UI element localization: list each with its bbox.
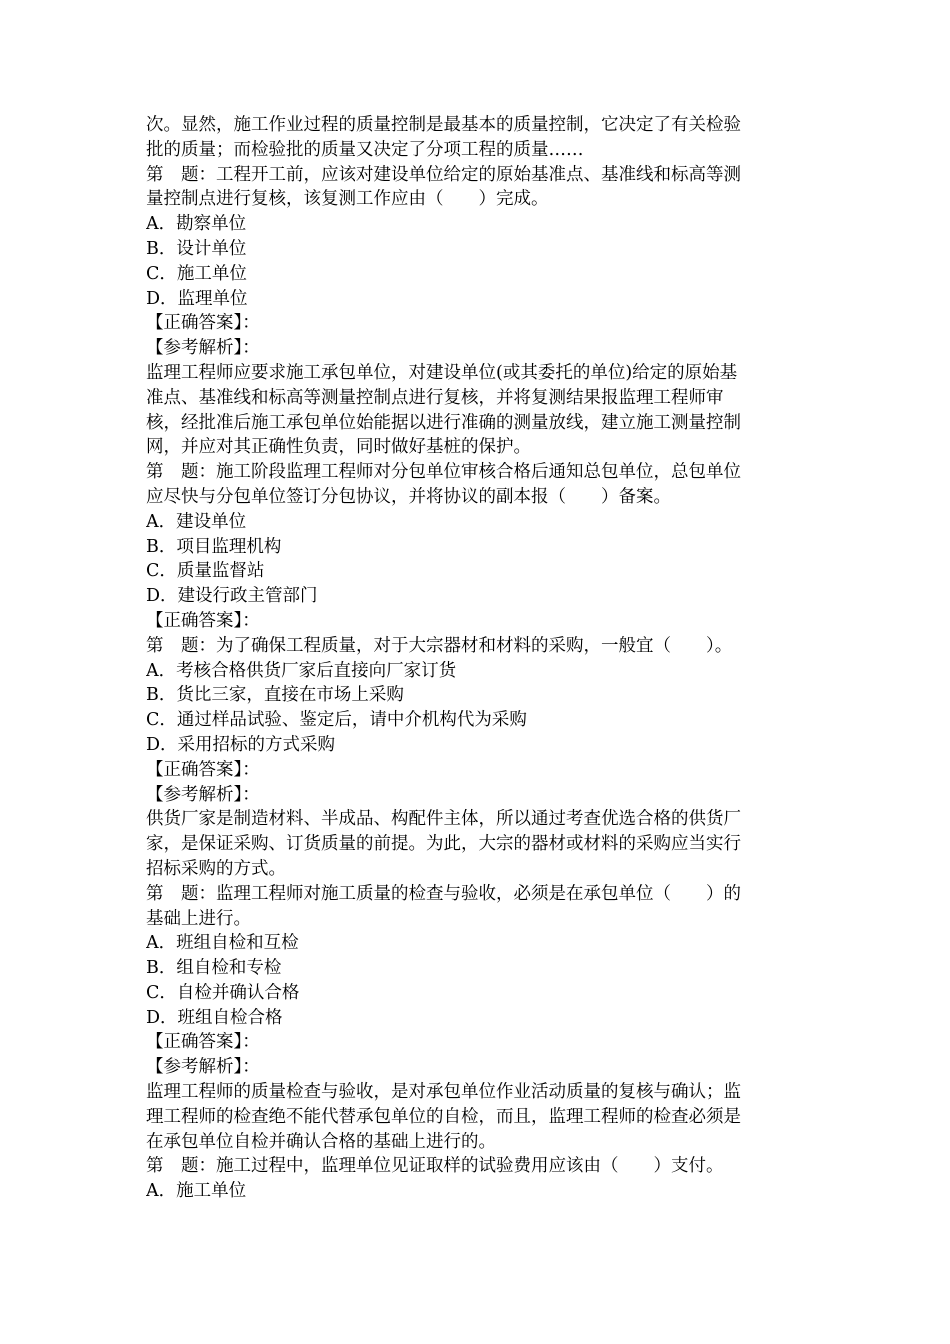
- text-line: 【正确答案】：: [146, 759, 260, 780]
- text-line: B．组自检和专检: [146, 958, 282, 979]
- text-line: 【正确答案】：: [146, 1032, 260, 1053]
- text-line: B．设计单位: [146, 238, 247, 259]
- text-line: D．采用招标的方式采购: [146, 734, 336, 755]
- text-line: 在承包单位自检并确认合格的基础上进行的。: [146, 1131, 496, 1152]
- text-line: 招标采购的方式。: [146, 858, 286, 879]
- text-line: 【参考解析】：: [146, 1057, 260, 1078]
- text-line: D．监理单位: [146, 288, 248, 309]
- text-line: 第 题：工程开工前，应该对建设单位给定的原始基准点、基准线和标高等测: [146, 164, 741, 185]
- text-line: D．班组自检合格: [146, 1007, 283, 1028]
- text-line: D．建设行政主管部门: [146, 586, 318, 607]
- text-line: 应尽快与分包单位签订分包协议，并将协议的副本报（ ）备案。: [146, 486, 671, 507]
- text-line: C．自检并确认合格: [146, 982, 300, 1003]
- text-line: 准点、基准线和标高等测量控制点进行复核，并将复测结果报监理工程师审: [146, 387, 724, 408]
- text-line: B．项目监理机构: [146, 536, 282, 557]
- text-line: C．施工单位: [146, 263, 247, 284]
- text-line: 网，并应对其正确性负责，同时做好基桩的保护。: [146, 437, 531, 458]
- text-line: 核，经批准后施工承包单位始能据以进行准确的测量放线，建立施工测量控制: [146, 412, 741, 433]
- text-line: A．建设单位: [146, 511, 247, 532]
- text-line: 基础上进行。: [146, 908, 251, 929]
- text-line: B．货比三家，直接在市场上采购: [146, 685, 404, 706]
- text-line: 【正确答案】：: [146, 313, 260, 334]
- text-line: 家，是保证采购、订货质量的前提。为此，大宗的器材或材料的采购应当实行: [146, 834, 741, 855]
- text-line: 第 题：为了确保工程质量，对于大宗器材和材料的采购，一般宜（ ）。: [146, 635, 733, 656]
- text-line: A．班组自检和互检: [146, 933, 299, 954]
- text-line: 批的质量；而检验批的质量又决定了分项工程的质量……: [146, 139, 584, 160]
- document-body: [146, 113, 814, 1204]
- text-line: A．考核合格供货厂家后直接向厂家订货: [146, 660, 457, 681]
- text-line: 供货厂家是制造材料、半成品、构配件主体，所以通过考查优选合格的供货厂: [146, 809, 741, 830]
- text-line: C．质量监督站: [146, 561, 265, 582]
- text-line: 次。显然，施工作业过程的质量控制是最基本的质量控制，它决定了有关检验: [146, 115, 741, 135]
- text-line: 第 题：监理工程师对施工质量的检查与验收，必须是在承包单位（ ）的: [146, 883, 741, 904]
- text-line: 第 题：施工阶段监理工程师对分包单位审核合格后通知总包单位，总包单位: [146, 462, 741, 483]
- text-line: C．通过样品试验、鉴定后，请中介机构代为采购: [146, 710, 527, 731]
- text-line: 量控制点进行复核，该复测工作应由（ ）完成。: [146, 189, 549, 210]
- text-line: A．勘察单位: [146, 214, 247, 235]
- text-line: 【参考解析】：: [146, 784, 260, 805]
- text-line: A．施工单位: [146, 1181, 247, 1202]
- text-line: 第 题：施工过程中，监理单位见证取样的试验费用应该由（ ）支付。: [146, 1156, 724, 1177]
- text-line: 监理工程师应要求施工承包单位，对建设单位(或其委托的单位)给定的原始基: [146, 362, 738, 383]
- text-line: 监理工程师的质量检查与验收，是对承包单位作业活动质量的复核与确认；监: [146, 1082, 741, 1103]
- text-line: 【正确答案】：: [146, 610, 260, 631]
- text-line: 理工程师的检查绝不能代替承包单位的自检，而且，监理工程师的检查必须是: [146, 1106, 741, 1127]
- text-line: 【参考解析】：: [146, 338, 260, 359]
